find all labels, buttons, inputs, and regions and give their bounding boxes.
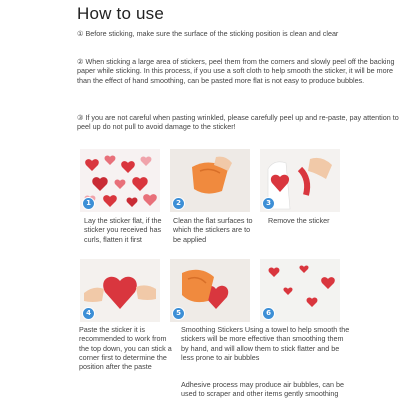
step-5-photo [170, 259, 250, 322]
step-3-caption: Remove the sticker [268, 216, 330, 225]
step-1-caption: Lay the sticker flat, if the sticker you received has curls, flatten it first [84, 216, 162, 244]
step-3-photo [260, 149, 340, 212]
bubble-note: Adhesive process may produce air bubbles, can be used to scraper and other items gently smoothing [181, 380, 345, 399]
step-badge: 2 [172, 197, 185, 210]
page-title: How to use [77, 4, 165, 23]
step-5-caption: Smoothing Stickers Using a towel to help smooth the stickers will be more effective than smoothing them by hand, and will allow them to stick flatter and be less prone to air bubbles [181, 325, 350, 362]
step-4-caption: Paste the sticker it is recommended to work from the top down, you can stick a corner first to determine the position after the paste [79, 325, 172, 372]
step-badge: 1 [82, 197, 95, 210]
step-6-photo [260, 259, 340, 322]
instruction-step-1: ① Before sticking, make sure the surface of the sticking position is clean and clear [77, 29, 339, 38]
step-1-photo [80, 149, 160, 212]
step-badge: 5 [172, 307, 185, 320]
step-badge: 3 [262, 197, 275, 210]
step-badge: 4 [82, 307, 95, 320]
step-4-photo [80, 259, 160, 322]
instruction-step-3: ③ If you are not careful when pasting wrinkled, please carefully peel up and re-paste, pay attention to peel up do not pull to avoid damage to the sticker! [77, 113, 399, 132]
instruction-step-2: ② When sticking a large area of stickers, peel them from the corners and slowly peel off the backing paper while sticking. In this process, if you use a soft cloth to help smooth the sticker, it will be more than the effect of hand smoothing, can be pasted more flat is not easy to produce bubbles. [77, 57, 395, 85]
step-2-caption: Clean the flat surfaces to which the stickers are to be applied [173, 216, 253, 244]
step-badge: 6 [262, 307, 275, 320]
step-2-photo [170, 149, 250, 212]
